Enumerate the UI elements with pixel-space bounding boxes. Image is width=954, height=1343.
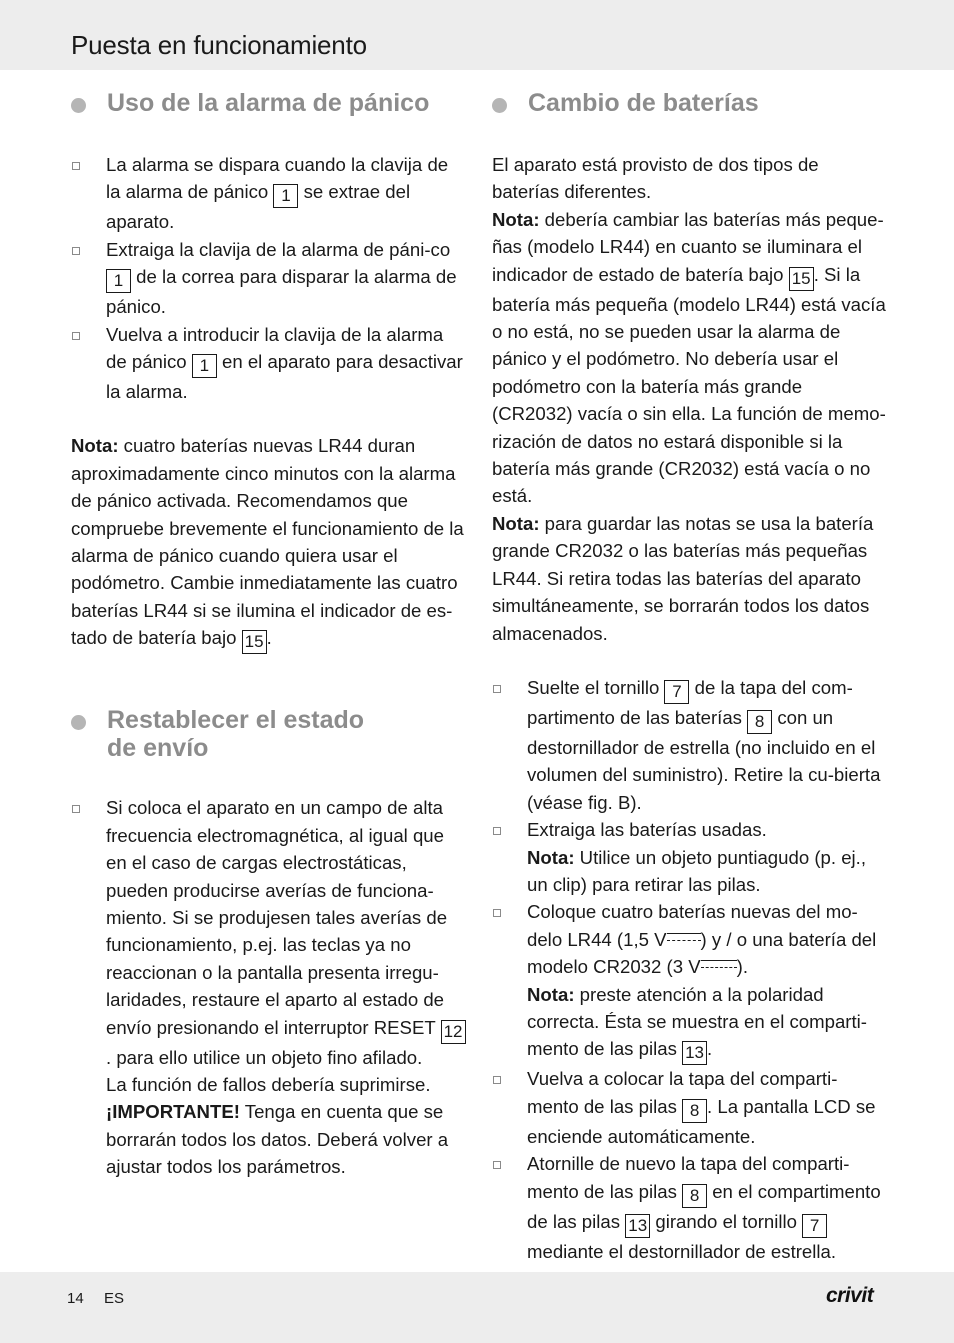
- battery-note-1: Nota: debería cambiar las baterías más peque-ñas (modelo LR44) en cuanto se iluminara el indicador de estado de batería bajo 15 . Si la batería más pequeña (modelo LR44) está vacía o no está, no se pueden usar la alarma de pánico y el podómetro. No debería usar el podómetro con la batería más grande (CR2032) vacía o sin ella. La función de memo-rización de datos no estará disponible si la batería más grande (CR2032) está vacía o no está.: [492, 208, 886, 507]
- page-number: 14: [67, 1290, 84, 1307]
- brand-logo: crivit: [826, 1284, 874, 1307]
- heading-reset-state: Restablecer el estado de envío: [71, 706, 466, 762]
- language-code: ES: [104, 1290, 125, 1307]
- checkbox-square-icon: [493, 909, 501, 917]
- page-title: Puesta en funcionamiento: [71, 30, 367, 60]
- heading-bullet-icon: [492, 98, 507, 113]
- list-item: Vuelva a colocar la tapa del comparti-mento de las pilas 8 . La pantalla LCD se enciende automáticamente.: [492, 1065, 887, 1150]
- battery-intro-block: [492, 151, 887, 647]
- battery-steps-list: [492, 674, 887, 1265]
- list-item: Vuelva a introducir la clavija de la alarma de pánico 1 en el aparato para desactivar la alarma.: [71, 321, 466, 406]
- checkbox-square-icon: [493, 1076, 501, 1084]
- battery-intro: El aparato está provisto de dos tipos de baterías diferentes.: [492, 154, 819, 203]
- ref-number: 12: [441, 1020, 466, 1044]
- checkbox-square-icon: [72, 247, 80, 255]
- checkbox-square-icon: [493, 1161, 501, 1169]
- list-item: Suelte el tornillo 7 de la tapa del com-partimento de las baterías 8 con un destornillador de estrella (no incluido en el volumen del suministro). Retire la cu-bierta (véase fig. B).: [492, 674, 887, 816]
- heading-panic-alarm: Uso de la alarma de pánico: [71, 89, 466, 117]
- heading-bullet-icon: [71, 715, 86, 730]
- footer-band: [0, 1272, 954, 1343]
- ref-number: 1: [273, 184, 298, 208]
- checkbox-square-icon: [493, 827, 501, 835]
- heading-battery-change: Cambio de baterías: [492, 89, 887, 117]
- ref-number: 1: [192, 354, 217, 378]
- ref-number: 1: [106, 269, 131, 293]
- list-item: Atornille de nuevo la tapa del comparti-mento de las pilas 8 en el compartimento de las pilas 13 girando el tornillo 7 mediante el destornillador de estrella.: [492, 1150, 887, 1265]
- list-item: Extraiga la clavija de la alarma de páni-co 1 de la correa para disparar la alarma de pánico.: [71, 236, 466, 321]
- heading-bullet-icon: [71, 98, 86, 113]
- checkbox-square-icon: [72, 332, 80, 340]
- ref-number: 15: [789, 267, 814, 291]
- ref-number: 7: [802, 1214, 827, 1238]
- panic-alarm-note: Nota: cuatro baterías nuevas LR44 duran aproximadamente cinco minutos con la alarma de pánico activada. Recomendamos que compruebe brevemente el funcionamiento de la alarma de pánico cuando quiera usar el podómetro. Cambie inmediatamente las cuatro baterías LR44 si se ilumina el indicador de es-tado de batería bajo 15 .: [71, 432, 466, 654]
- dc-symbol-icon: [701, 959, 737, 971]
- ref-number: 8: [682, 1184, 707, 1208]
- ref-number: 8: [682, 1099, 707, 1123]
- dc-symbol-icon: [667, 932, 701, 944]
- right-column: [492, 84, 887, 1265]
- list-item: Extraiga las baterías usadas. Nota: Utilice un objeto puntiagudo (p. ej., un clip) para retirar las pilas.: [492, 816, 887, 898]
- left-column: [71, 84, 466, 1181]
- ref-number: 13: [625, 1214, 650, 1238]
- reset-list: [71, 794, 466, 1180]
- list-item: Si coloca el aparato en un campo de alta frecuencia electromagnética, al igual que en el caso de cargas electrostáticas, pueden producirse averías de funciona-miento. Si se produjesen tales averías de funcionamiento, p.ej. las teclas ya no reaccionan o la pantalla presenta irregu-laridades, restaure el aparto al estado de envío presionando el interruptor RESET 12. para ello utilice un objeto fino afilado. La función de fallos debería suprimirse. ¡IMPORTANTE! Tenga en cuenta que se borrarán todos los datos. Deberá volver a ajustar todos los parámetros.: [71, 794, 466, 1180]
- checkbox-square-icon: [72, 162, 80, 170]
- checkbox-square-icon: [72, 805, 80, 813]
- battery-note-2: Nota: para guardar las notas se usa la batería grande CR2032 o las baterías más pequeñas LR44. Si retira todas las baterías del aparato simultáneamente, se borrarán todos los datos almacenados.: [492, 512, 874, 644]
- list-item: La alarma se dispara cuando la clavija de la alarma de pánico 1 se extrae del aparato.: [71, 151, 466, 236]
- ref-number: 7: [664, 680, 689, 704]
- checkbox-square-icon: [493, 685, 501, 693]
- ref-number: 13: [682, 1041, 707, 1065]
- ref-number: 8: [747, 710, 772, 734]
- panic-alarm-list: [71, 151, 466, 405]
- list-item: Coloque cuatro baterías nuevas del mo-delo LR44 (1,5 V ) y / o una batería del modelo CR2032 (3 V ). Nota: preste atención a la polaridad correcta. Ésta se muestra en el comparti-mento de las pilas 13 .: [492, 898, 887, 1065]
- ref-number: 15: [242, 630, 267, 654]
